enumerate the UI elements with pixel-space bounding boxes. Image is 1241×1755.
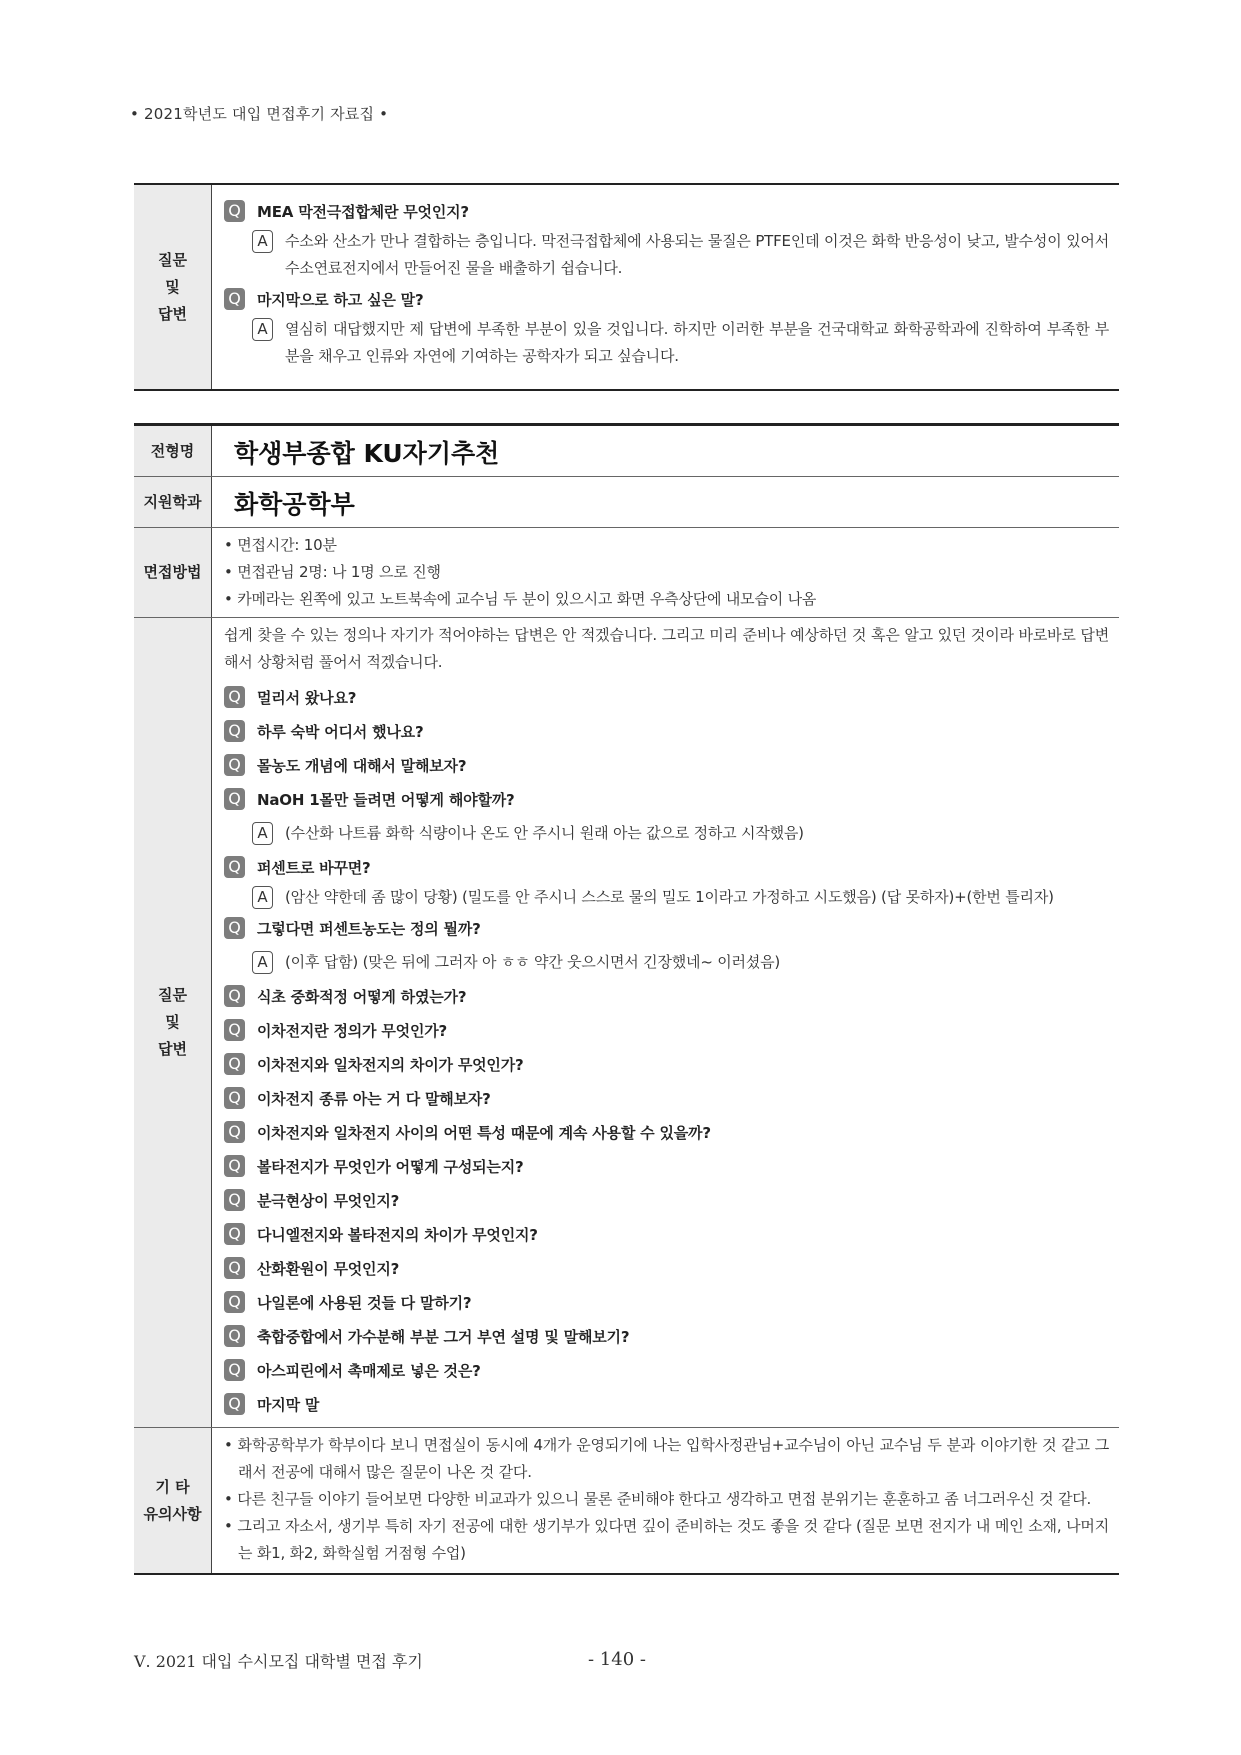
qa-label-line: 답변 <box>158 304 187 323</box>
method-item: • 면접시간: 10분 <box>224 536 337 554</box>
question-line <box>224 680 1109 714</box>
notes-label-line: 기 타 <box>155 1477 190 1496</box>
answer-icon: A <box>252 886 273 909</box>
question-icon: Q <box>224 1257 245 1279</box>
method-item: • 카메라는 왼쪽에 있고 노트북속에 교수님 두 분이 있으시고 화면 우측상단에 내모습이 나옴 <box>224 590 817 608</box>
question-line <box>224 1251 1109 1285</box>
question-line <box>224 911 1109 945</box>
question-text: 다니엘전지와 볼타전지의 차이가 무엇인지? <box>257 1225 538 1244</box>
notes-body <box>212 1428 1120 1575</box>
question-icon: Q <box>224 1087 245 1109</box>
question-text: 볼타전지가 무엇인가 어떻게 구성되는지? <box>257 1157 524 1176</box>
note-item: • 화학공학부가 학부이다 보니 면접실이 동시에 4개가 운영되기에 나는 입학사정관님+교수님이 아닌 교수님 두 분과 이야기한 것 같고 그래서 전공에 대해서 많은 질문이 나온 것 같다. <box>224 1436 1109 1481</box>
qa-label-line: 질문 <box>158 986 187 1004</box>
question-icon: Q <box>224 856 245 878</box>
question-line <box>224 1081 1109 1115</box>
question-text: 하루 숙박 어디서 했나요? <box>257 722 424 741</box>
qa-label-cell <box>134 618 212 1428</box>
question-line <box>224 979 1109 1013</box>
question-line <box>224 850 1109 884</box>
answer-text: 열심히 대답했지만 제 답변에 부족한 부분이 있을 것입니다. 하지만 이러한 부분을 건국대학교 화학공학과에 진학하여 부족한 부분을 채우고 인류와 자연에 기여하는 공학자가 되고 싶습니다. <box>285 320 1109 365</box>
question-icon: Q <box>224 288 245 310</box>
answer-icon: A <box>252 318 273 341</box>
question-icon: Q <box>224 1223 245 1245</box>
question-icon: Q <box>224 754 245 776</box>
interview-info-table <box>134 423 1119 1575</box>
method-item: • 면접관님 2명: 나 1명 으로 진행 <box>224 563 441 581</box>
page-header: • 2021학년도 대입 면접후기 자료집 • <box>130 105 389 123</box>
notes-label-line: 유의사항 <box>143 1504 202 1523</box>
question-text: 마지막 말 <box>257 1395 320 1414</box>
page-number: - 140 - <box>588 1649 646 1670</box>
answer-line <box>252 884 1109 911</box>
question-text: MEA 막전극접합체란 무엇인지? <box>257 202 469 221</box>
question-icon: Q <box>224 1121 245 1143</box>
question-line <box>224 714 1109 748</box>
question-text: 이차전지란 정의가 무엇인가? <box>257 1021 448 1040</box>
answer-line <box>252 316 1109 370</box>
question-line <box>224 1013 1109 1047</box>
question-line <box>224 1387 1109 1421</box>
method-body <box>212 528 1120 618</box>
answer-line <box>252 945 1109 979</box>
question-icon: Q <box>224 720 245 742</box>
dept-value: 화학공학부 <box>212 477 1120 528</box>
question-text: 멀리서 왔나요? <box>257 688 357 707</box>
qa-label-line: 및 <box>165 1013 180 1031</box>
question-line <box>224 1047 1109 1081</box>
question-icon: Q <box>224 200 245 222</box>
question-line <box>224 748 1109 782</box>
note-item: • 그리고 자소서, 생기부 특히 자기 전공에 대한 생기부가 있다면 깊이 준비하는 것도 좋을 것 같다 (질문 보면 전지가 내 메인 소재, 나머지는 화1, 화2, 화학실험 거점형 수업) <box>224 1517 1109 1562</box>
question-text: 이차전지와 일차전지의 차이가 무엇인가? <box>257 1055 524 1074</box>
qa-intro: 쉽게 찾을 수 있는 정의나 자기가 적어야하는 답변은 안 적겠습니다. 그리고 미리 준비나 예상하던 것 혹은 알고 있던 것이라 바로바로 답변해서 상황처럼 풀어서 적겠습니다. <box>224 626 1109 671</box>
question-text: 이차전지와 일차전지 사이의 어떤 특성 때문에 계속 사용할 수 있을까? <box>257 1123 711 1142</box>
question-line <box>224 1353 1109 1387</box>
qa-table-continued <box>134 183 1119 391</box>
question-icon: Q <box>224 1053 245 1075</box>
question-icon: Q <box>224 1189 245 1211</box>
footer-chapter: Ⅴ. 2021 대입 수시모집 대학별 면접 후기 <box>134 1652 423 1671</box>
question-line <box>224 282 1109 316</box>
question-icon: Q <box>224 1019 245 1041</box>
question-text: NaOH 1몰만 들려면 어떻게 해야할까? <box>257 790 515 809</box>
question-text: 식초 중화적정 어떻게 하였는가? <box>257 987 467 1006</box>
answer-text: 수소와 산소가 만나 결합하는 층입니다. 막전극접합체에 사용되는 물질은 PTFE인데 이것은 화학 반응성이 낮고, 발수성이 있어서 수소연료전지에서 만들어진 물을 배출하기 쉽습니다. <box>285 232 1109 277</box>
question-text: 축합중합에서 가수분해 부분 그거 부연 설명 및 말해보기? <box>257 1327 630 1346</box>
question-icon: Q <box>224 686 245 708</box>
qa-label-line: 답변 <box>158 1040 187 1058</box>
answer-text: (수산화 나트륨 화학 식량이나 온도 안 주시니 원래 아는 값으로 정하고 시작했음) <box>285 823 804 842</box>
type-value: 학생부종합 KU자기추천 <box>212 425 1120 477</box>
answer-line <box>252 816 1109 850</box>
answer-icon: A <box>252 230 273 253</box>
question-line <box>224 1149 1109 1183</box>
question-icon: Q <box>224 1359 245 1381</box>
question-text: 마지막으로 하고 싶은 말? <box>257 290 424 309</box>
qa-label-line: 및 <box>165 277 180 296</box>
question-line <box>224 782 1109 816</box>
qa-label-line: 질문 <box>158 250 187 269</box>
method-label: 면접방법 <box>134 528 212 618</box>
question-icon: Q <box>224 1155 245 1177</box>
answer-line <box>252 228 1109 282</box>
question-line <box>224 1183 1109 1217</box>
qa-list <box>224 680 1109 1421</box>
question-text: 그렇다면 퍼센트농도는 정의 뭘까? <box>257 919 481 938</box>
question-icon: Q <box>224 1393 245 1415</box>
question-text: 아스피린에서 촉매제로 넣은 것은? <box>257 1361 481 1380</box>
answer-text: (이후 답함) (맞은 뒤에 그러자 아 ㅎㅎ 약간 웃으시면서 긴장했네~ 이러셨음) <box>285 952 781 971</box>
question-icon: Q <box>224 1291 245 1313</box>
question-icon: Q <box>224 1325 245 1347</box>
question-text: 산화환원이 무엇인지? <box>257 1259 400 1278</box>
question-icon: Q <box>224 917 245 939</box>
question-text: 나일론에 사용된 것들 다 말하기? <box>257 1293 472 1312</box>
note-item: • 다른 친구들 이야기 들어보면 다양한 비교과가 있으니 물론 준비해야 한다고 생각하고 면접 분위기는 훈훈하고 좀 너그러우신 것 같다. <box>224 1490 1092 1508</box>
answer-icon: A <box>252 951 273 974</box>
dept-label: 지원학과 <box>134 477 212 528</box>
question-icon: Q <box>224 985 245 1007</box>
notes-label-cell <box>134 1428 212 1575</box>
answer-icon: A <box>252 822 273 845</box>
question-icon: Q <box>224 788 245 810</box>
type-label: 전형명 <box>134 425 212 477</box>
question-text: 퍼센트로 바꾸면? <box>257 858 371 877</box>
question-line <box>224 1319 1109 1353</box>
qa-body-cell <box>212 184 1120 390</box>
question-text: 이차전지 종류 아는 거 다 말해보자? <box>257 1089 491 1108</box>
question-line <box>224 1115 1109 1149</box>
question-text: 몰농도 개념에 대해서 말해보자? <box>257 756 467 775</box>
question-line <box>224 1217 1109 1251</box>
qa-body-cell <box>212 618 1120 1428</box>
answer-text: (암산 약한데 좀 많이 당황) (밀도를 안 주시니 스스로 물의 밀도 1이라고 가정하고 시도했음) (답 못하자)+(한번 틀리자) <box>285 888 1054 906</box>
qa-label-cell <box>134 184 212 390</box>
question-line <box>224 1285 1109 1319</box>
question-line <box>224 194 1109 228</box>
question-text: 분극현상이 무엇인지? <box>257 1191 400 1210</box>
